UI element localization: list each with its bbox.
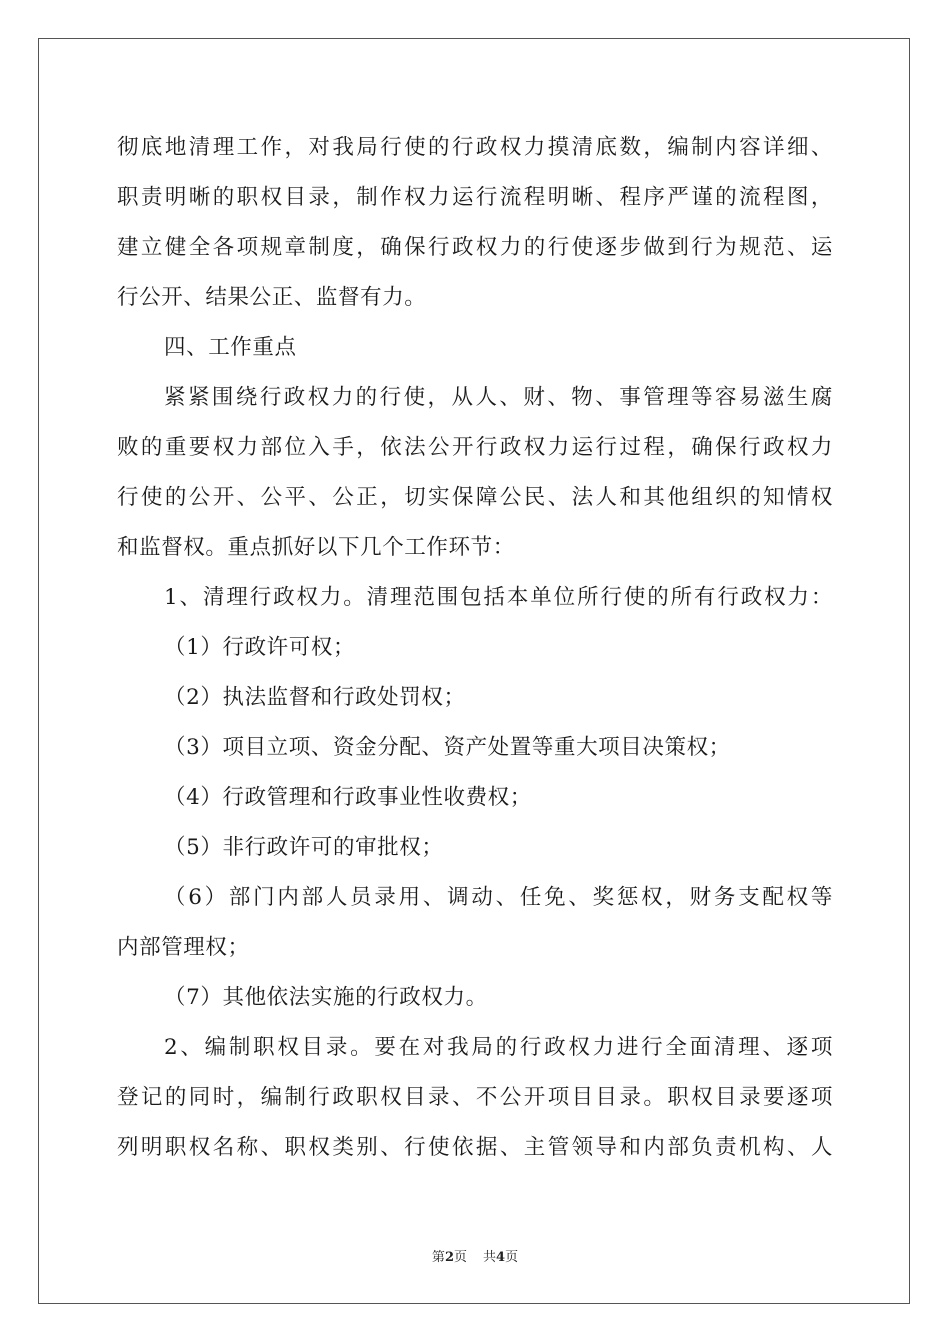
list-item: （4）行政管理和行政事业性收费权； (164, 785, 532, 810)
list-item: （1）行政许可权； (164, 635, 356, 660)
total-pages-suffix: 页 (505, 1250, 519, 1265)
document-body (117, 123, 833, 1173)
text-line: 紧紧围绕行政权力的行使，从人、财、物、事管理等容易滋生腐 (164, 385, 833, 410)
section-heading: 四、工作重点 (164, 335, 297, 360)
text-line: 行使的公开、公平、公正，切实保障公民、法人和其他组织的知情权 (117, 485, 833, 510)
page-number-prefix: 第 (431, 1250, 445, 1265)
text-line: 内部管理权； (117, 935, 250, 960)
text-line: 和监督权。重点抓好以下几个工作环节： (117, 535, 515, 560)
page-footer (0, 1246, 950, 1265)
text-line: 职责明晰的职权目录，制作权力运行流程明晰、程序严谨的流程图， (117, 185, 833, 210)
text-line: 建立健全各项规章制度，确保行政权力的行使逐步做到行为规范、运 (117, 235, 833, 260)
text-line: 登记的同时，编制行政职权目录、不公开项目目录。职权目录要逐项 (117, 1085, 833, 1110)
page-number-current: 2 (444, 1250, 454, 1265)
total-pages-count: 4 (496, 1250, 506, 1265)
text-line: 败的重要权力部位入手，依法公开行政权力运行过程，确保行政权力 (117, 435, 833, 460)
text-line: 彻底地清理工作，对我局行使的行政权力摸清底数，编制内容详细、 (117, 135, 833, 160)
list-item: （3）项目立项、资金分配、资产处置等重大项目决策权； (164, 735, 731, 760)
text-line: 行公开、结果公正、监督有力。 (117, 285, 427, 310)
page-number-suffix: 页 (453, 1250, 467, 1265)
list-item: （6）部门内部人员录用、调动、任免、奖惩权，财务支配权等 (164, 885, 833, 910)
list-item: （5）非行政许可的审批权； (164, 835, 444, 860)
text-line: 1、清理行政权力。清理范围包括本单位所行使的所有行政权力： (164, 585, 833, 610)
total-pages-prefix: 共 (483, 1250, 497, 1265)
list-item: （7）其他依法实施的行政权力。 (164, 985, 488, 1010)
text-line: 列明职权名称、职权类别、行使依据、主管领导和内部负责机构、人 (117, 1135, 833, 1160)
text-line: 2、编制职权目录。要在对我局的行政权力进行全面清理、逐项 (164, 1035, 833, 1060)
list-item: （2）执法监督和行政处罚权； (164, 685, 466, 710)
